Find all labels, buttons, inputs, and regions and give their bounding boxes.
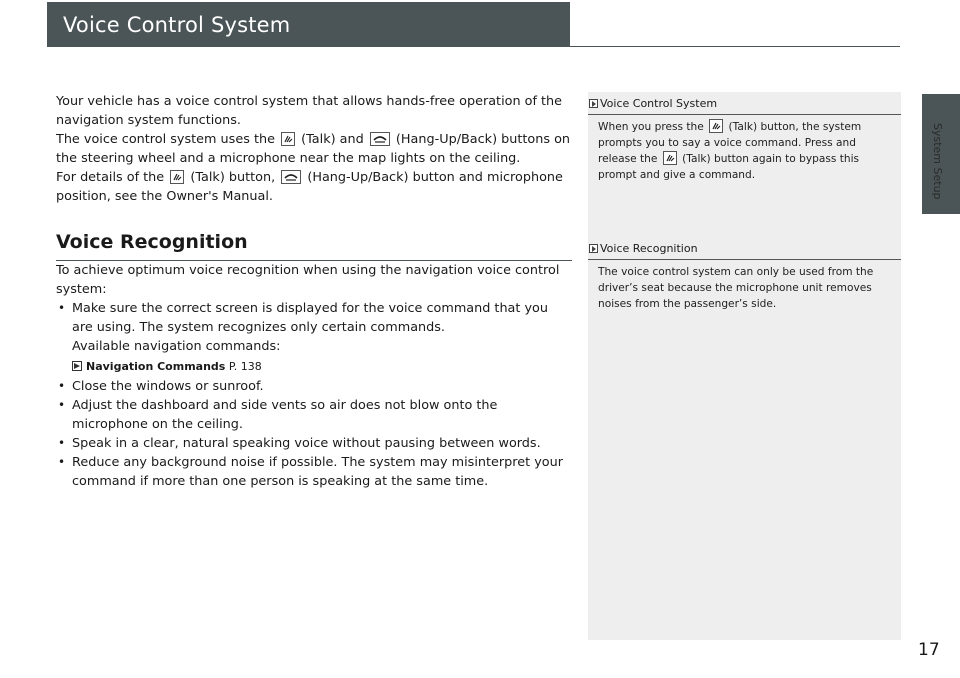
- bullet-icon: •: [58, 398, 66, 412]
- bullet-icon: •: [58, 436, 66, 450]
- talk-button-icon: [170, 170, 184, 184]
- list-item: [56, 434, 572, 453]
- list-item: [56, 377, 572, 396]
- reference-label: Navigation Commands: [86, 360, 226, 373]
- note-marker-icon: [589, 99, 598, 108]
- note-divider: [588, 114, 901, 115]
- list-item: [56, 396, 572, 434]
- list-item: [56, 453, 572, 491]
- list-item-text: Adjust the dashboard and side vents so air does not blow onto the microphone on the ceiling.: [72, 398, 498, 432]
- section-label: System Setup: [931, 123, 944, 200]
- note-divider: [588, 259, 901, 260]
- section-intro: To achieve optimum voice recognition when using the navigation voice control system:: [56, 263, 560, 297]
- note-heading: [588, 241, 901, 257]
- list-item-text: Speak in a clear, natural speaking voice without pausing between words.: [72, 436, 541, 451]
- intro-paragraph-1: [56, 92, 572, 130]
- note-text-a: When you press the: [598, 121, 704, 133]
- page-title: Voice Control System: [47, 2, 570, 47]
- intro-text-2a: The voice control system uses the: [56, 132, 275, 147]
- list-item: [56, 299, 572, 375]
- note-voice-recognition: [588, 241, 901, 312]
- intro-text-2b: (Talk) and: [301, 132, 364, 147]
- intro-text-3c: (Hang-Up/Back) button and microphone position, see the Owner's Manual.: [56, 170, 563, 204]
- bullet-icon: •: [58, 301, 66, 315]
- requirements-list: [56, 299, 572, 491]
- talk-button-icon: [281, 132, 295, 146]
- intro-paragraph-3: [56, 168, 572, 206]
- main-content: [56, 92, 572, 491]
- note-body: The voice control system can only be used from the driver’s seat because the microphone unit removes noises from the passenger’s side.: [598, 266, 874, 310]
- intro-text-2c: (Hang-Up/Back) buttons on the steering wheel and a microphone near the map lights on the ceiling.: [56, 132, 571, 166]
- note-title: Voice Recognition: [600, 242, 698, 255]
- intro-text-1: Your vehicle has a voice control system that allows hands-free operation of the navigation system functions.: [56, 94, 563, 128]
- list-item-text: Reduce any background noise if possible. The system may misinterpret your command if more than one person is speaking at the same time.: [72, 455, 563, 489]
- list-item-text: Make sure the correct screen is displayed for the voice command that you are using. The system recognizes only certain commands.: [72, 301, 548, 335]
- reference-page: P. 138: [228, 360, 262, 373]
- section-heading: Voice Recognition: [56, 229, 572, 261]
- title-rule: [47, 46, 900, 47]
- note-voice-control: [588, 96, 901, 183]
- hang-up-back-button-icon: [370, 132, 390, 146]
- note-text-b: (Talk) button, the system prompts you to say a voice command. Press and release the: [598, 121, 862, 165]
- reference-arrow-icon: [72, 361, 82, 371]
- intro-text-3a: For details of the: [56, 170, 165, 185]
- intro-paragraph-2: [56, 130, 572, 168]
- note-body: [588, 119, 901, 183]
- list-item-extra: Available navigation commands:: [72, 339, 281, 354]
- talk-button-icon: [663, 151, 677, 165]
- intro-text-3b: (Talk) button,: [190, 170, 276, 185]
- note-marker-icon: [589, 244, 598, 253]
- talk-button-icon: [709, 119, 723, 133]
- bullet-icon: •: [58, 379, 66, 393]
- hang-up-back-button-icon: [281, 170, 301, 184]
- bullet-icon: •: [58, 455, 66, 469]
- cross-reference-link[interactable]: [72, 358, 572, 375]
- page-number: 17: [918, 640, 940, 660]
- note-text-c: (Talk) button again to bypass this prompt and give a command.: [598, 153, 860, 181]
- list-item-text: Close the windows or sunroof.: [72, 379, 264, 394]
- note-heading: [588, 96, 901, 112]
- note-title: Voice Control System: [600, 97, 718, 110]
